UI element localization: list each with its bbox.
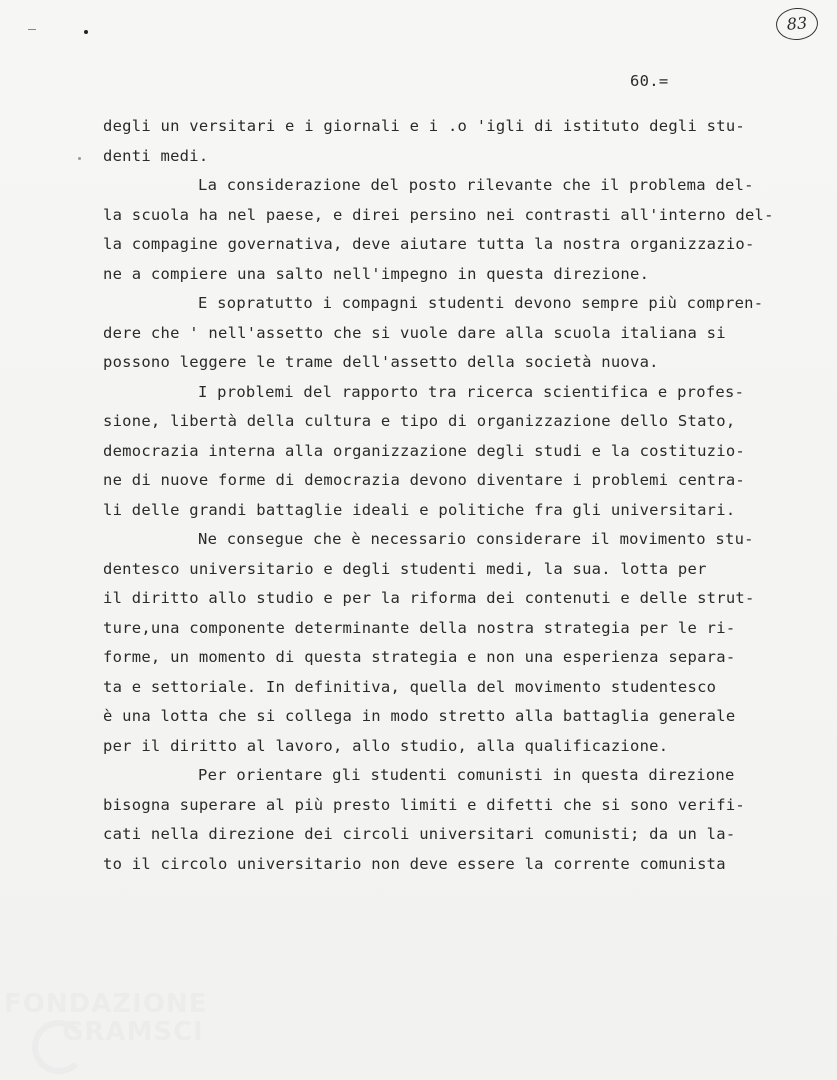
text-line: li delle grandi battaglie ideali e politiche fra gli universitari. (103, 500, 736, 519)
text-line: il diritto allo studio e per la riforma dei contenuti e delle strut- (103, 589, 755, 607)
text-line: degli un versitari e i giornali e i .o 'igli di istituto degli stu- (103, 117, 745, 135)
text-line: dentesco universitario e degli studenti medi, la sua. lotta per (103, 559, 707, 578)
watermark-line-1: FONDAZIONE (4, 989, 208, 1019)
text-line: E sopratutto i compagni studenti devono sempre più compren- (198, 294, 764, 312)
watermark-circle-icon (32, 1020, 86, 1074)
margin-dash-mark (28, 29, 36, 30)
text-line: ta e settoriale. In definitiva, quella del movimento studentesco (103, 677, 717, 696)
text-line: ne a compiere una salto nell'impegno in questa direzione. (103, 264, 650, 283)
text-line: la scuola ha nel paese, e direi persino nei contrasti all'interno del- (103, 205, 774, 224)
text-line: Per orientare gli studenti comunisti in questa direzione (198, 766, 735, 784)
text-line: possono leggere le trame dell'assetto della società nuova. (103, 353, 659, 371)
margin-dot-mark (84, 30, 88, 34)
watermark-logo (4, 990, 244, 1070)
text-line: democrazia interna alla organizzazione degli studi e la costituzio- (103, 441, 745, 460)
text-line: to il circolo universitario non deve essere la corrente comunista (103, 854, 726, 873)
text-line: per il diritto al lavoro, allo studio, alla qualificazione. (103, 736, 669, 755)
text-line: sione, libertà della cultura e tipo di organizzazione dello Stato, (103, 412, 736, 430)
text-line: la compagine governativa, deve aiutare tutta la nostra organizzazio- (103, 235, 755, 253)
watermark-line-2: GRAMSCI (62, 1017, 204, 1047)
text-line: ne di nuove forme di democrazia devono diventare i problemi centra- (103, 471, 745, 489)
text-line: forme, un momento di questa strategia e non una esperienza separa- (103, 648, 736, 666)
body-text (103, 112, 783, 879)
text-line: è una lotta che si collega in modo stretto alla battaglia generale (103, 707, 736, 725)
text-line: bisogna superare al più presto limiti e difetti che si sono verifi- (103, 795, 745, 814)
text-line: La considerazione del posto rilevante che il problema del- (198, 176, 754, 194)
text-line: I problemi del rapporto tra ricerca scientifica e profes- (198, 382, 745, 401)
text-line: denti medi. (103, 146, 209, 165)
text-line: ture,una componente determinante della nostra strategia per le ri- (103, 618, 736, 637)
archive-number-stamp: 83 (775, 7, 819, 42)
text-line: cati nella direzione dei circoli universitari comunisti; da un la- (103, 825, 736, 843)
page-number: 60.= (630, 72, 669, 90)
text-line: dere che ' nell'assetto che si vuole dare alla scuola italiana si (103, 323, 726, 342)
margin-dot-mark-secondary (78, 157, 81, 160)
text-line: Ne consegue che è necessario considerare il movimento stu- (198, 530, 754, 548)
